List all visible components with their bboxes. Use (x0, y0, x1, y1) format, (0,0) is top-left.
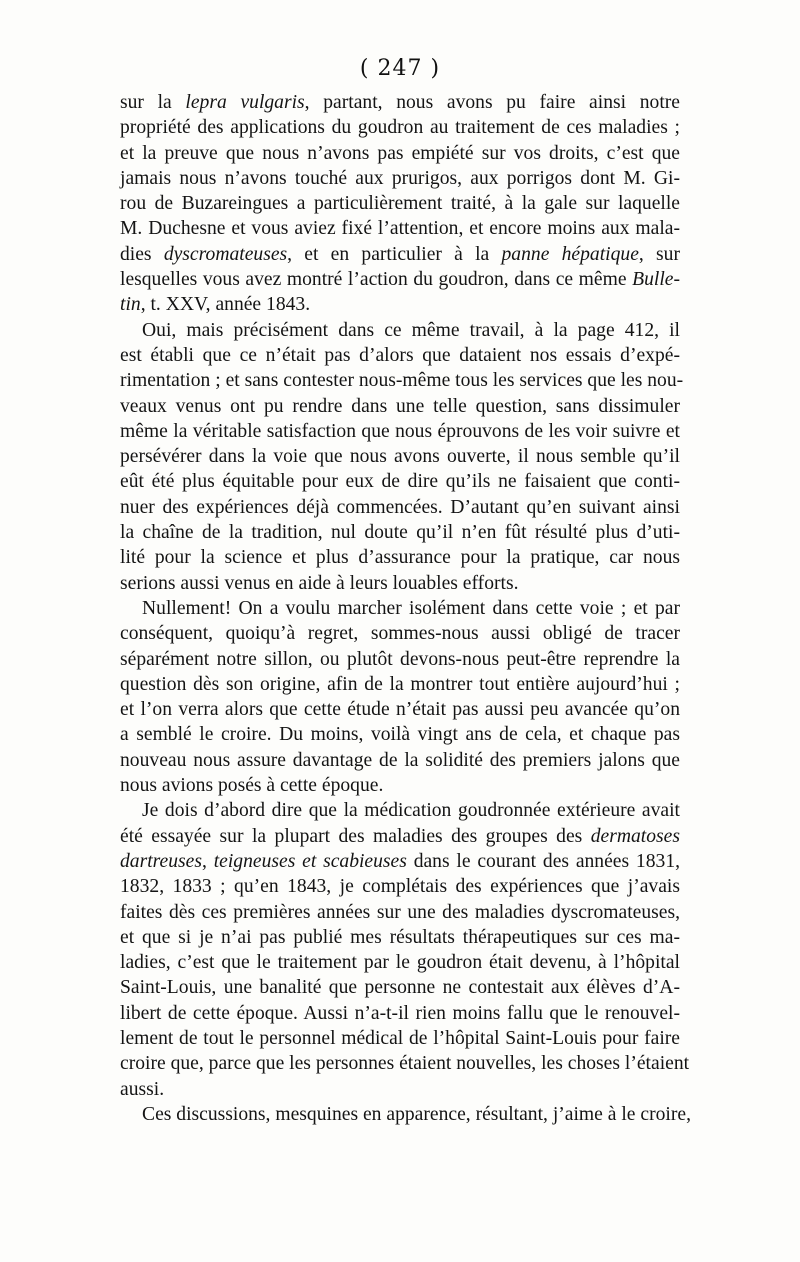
text-line (120, 469, 680, 494)
text-segment: est établi que ce n’était pas d’alors que dataient nos essais d’expé- (120, 344, 680, 366)
text-segment: croire que, parce que les personnes étaient nouvelles, les choses l’étaient (120, 1053, 690, 1075)
italic-segment: dermatoses (590, 825, 680, 847)
text-line (120, 900, 680, 925)
italic-segment: lepra vulgaris (185, 92, 305, 113)
text-line (120, 925, 680, 950)
text-line (120, 874, 680, 899)
text-segment: question dès son origine, afin de la montrer tout entière aujourd’hui ; (120, 673, 680, 695)
text-segment: ladies, c’est que le traitement par le goudron était devenu, à l’hôpital (120, 952, 680, 974)
text-segment: , sur (638, 243, 680, 265)
text-line (120, 748, 680, 773)
text-segment: a semblé le croire. Du moins, voilà vingt ans de cela, et chaque pas (120, 724, 680, 746)
text-line (120, 115, 680, 140)
page-number: ( 247 ) (359, 56, 441, 81)
text-line (120, 1102, 691, 1127)
text-segment: persévérer dans la voie que nous avons ouverte, il nous semble qu’il (120, 446, 680, 468)
text-line (120, 242, 680, 267)
text-segment: nuer des expériences déjà commencées. D’autant qu’en suivant ainsi (120, 496, 680, 518)
text-line (120, 267, 680, 292)
text-line (120, 824, 680, 849)
text-segment: veaux venus ont pu rendre dans une telle question, sans dissimuler (120, 395, 680, 417)
text-segment: séparément notre sillon, ou plutôt devons-nous peut-être reprendre la (120, 648, 680, 670)
text-line (120, 1051, 690, 1076)
text-line (120, 647, 680, 672)
text-segment: nouveau nous assure davantage de la solidité des premiers jalons que (120, 749, 680, 771)
text-segment: faites dès ces premières années sur une des maladies dyscromateuses, (120, 901, 680, 923)
text-segment: et l’on verra alors que cette étude n’était pas aussi peu avancée qu’on (120, 699, 680, 721)
text-segment: la chaîne de la tradition, nul doute qu’il n’en fût résulté plus d’uti- (120, 522, 680, 544)
text-line (120, 191, 680, 216)
text-segment: Je dois d’abord dire que la médication goudronnée extérieure avait (142, 800, 680, 822)
text-segment: même la véritable satisfaction que nous éprouvons de les voir suivre et (120, 420, 680, 442)
text-line (120, 621, 680, 646)
italic-segment: tin (120, 294, 141, 316)
text-segment: M. Duchesne et vous aviez fixé l’attention, et encore moins aux mala- (120, 218, 680, 240)
paragraph (120, 90, 680, 318)
text-line (120, 798, 680, 823)
text-segment: serions aussi venus en aide à leurs louables efforts. (120, 572, 519, 594)
text-segment: , et en particulier à la (287, 243, 502, 265)
text-segment: lesquelles vous avez montré l’action du goudron, dans ce même (120, 269, 633, 291)
text-line (120, 722, 680, 747)
paragraph (120, 798, 690, 1102)
paragraph (120, 318, 684, 596)
text-line (120, 571, 680, 596)
body-text (120, 90, 691, 1127)
text-line (120, 1001, 680, 1026)
text-line (120, 975, 680, 1000)
text-segment: eût été plus équitable pour eux de dire qu’ils ne faisaient que conti- (120, 471, 680, 493)
paragraph (120, 596, 680, 798)
text-segment: aussi. (120, 1078, 165, 1100)
text-line (120, 368, 684, 393)
text-line (120, 394, 680, 419)
text-segment: jamais nous n’avons touché aux prurigos, aux porrigos dont M. Gi- (120, 167, 680, 189)
text-segment: été essayée sur la plupart des maladies des groupes des (120, 825, 591, 847)
text-line (120, 1077, 680, 1102)
text-line (120, 950, 680, 975)
text-segment: Nullement! On a voulu marcher isolément dans cette voie ; et par (142, 597, 680, 619)
text-line (120, 495, 680, 520)
text-segment: , partant, nous avons pu faire ainsi notre (304, 92, 680, 113)
text-segment: conséquent, quoiqu’à regret, sommes-nous aussi obligé de tracer (120, 623, 680, 645)
text-segment: Saint-Louis, une banalité que personne ne contestait aux élèves d’A- (120, 977, 680, 999)
text-segment: rimentation ; et sans contester nous-même tous les services que les nou- (120, 370, 684, 392)
text-segment: lité pour la science et plus d’assurance pour la pratique, car nous (120, 547, 680, 569)
text-segment: , (202, 850, 214, 872)
text-line (120, 849, 680, 874)
italic-segment: teigneuses et scabieuses (213, 850, 407, 872)
text-segment: Ces discussions, mesquines en apparence, résultant, j’aime à le croire, (142, 1103, 691, 1125)
italic-segment: panne hépatique (501, 243, 639, 265)
text-line (120, 1026, 680, 1051)
text-line (120, 520, 680, 545)
paragraph (120, 1102, 691, 1127)
text-line (120, 697, 680, 722)
italic-segment: dartreuses (120, 850, 203, 872)
text-segment: dans le courant des années 1831, (406, 850, 681, 872)
italic-segment: dyscromateuses (163, 243, 288, 265)
text-segment: 1832, 1833 ; qu’en 1843, je complétais des expériences que j’avais (120, 876, 680, 898)
text-line (120, 545, 680, 570)
text-line (120, 596, 680, 621)
text-line (120, 444, 680, 469)
text-line (120, 166, 680, 191)
italic-segment: Bulle- (632, 269, 680, 291)
text-segment: Oui, mais précisément dans ce même travail, à la page 412, il (142, 319, 680, 341)
text-segment: et la preuve que nous n’avons pas empiété sur vos droits, c’est que (120, 142, 680, 164)
text-line (120, 141, 680, 166)
text-line (120, 343, 680, 368)
text-segment: et que si je n’ai pas publié mes résultats thérapeutiques sur ces ma- (120, 926, 680, 948)
text-segment: propriété des applications du goudron au traitement de ces maladies ; (120, 117, 680, 139)
text-segment: , t. XXV, année 1843. (140, 294, 311, 316)
text-line (120, 773, 680, 798)
text-segment: rou de Buzareingues a particulièrement traité, à la gale sur laquelle (120, 193, 680, 215)
text-line (120, 318, 680, 343)
text-segment: nous avions posés à cette époque. (120, 775, 384, 797)
text-segment: sur la (120, 92, 186, 113)
text-line (120, 419, 680, 444)
text-line (120, 90, 680, 115)
text-segment: lement de tout le personnel médical de l’hôpital Saint-Louis pour faire (120, 1027, 680, 1049)
text-line (120, 216, 680, 241)
text-line (120, 292, 680, 317)
text-line (120, 672, 680, 697)
text-segment: dies (120, 243, 164, 265)
text-segment: libert de cette époque. Aussi n’a-t-il rien moins fallu que le renouvel- (120, 1002, 680, 1024)
